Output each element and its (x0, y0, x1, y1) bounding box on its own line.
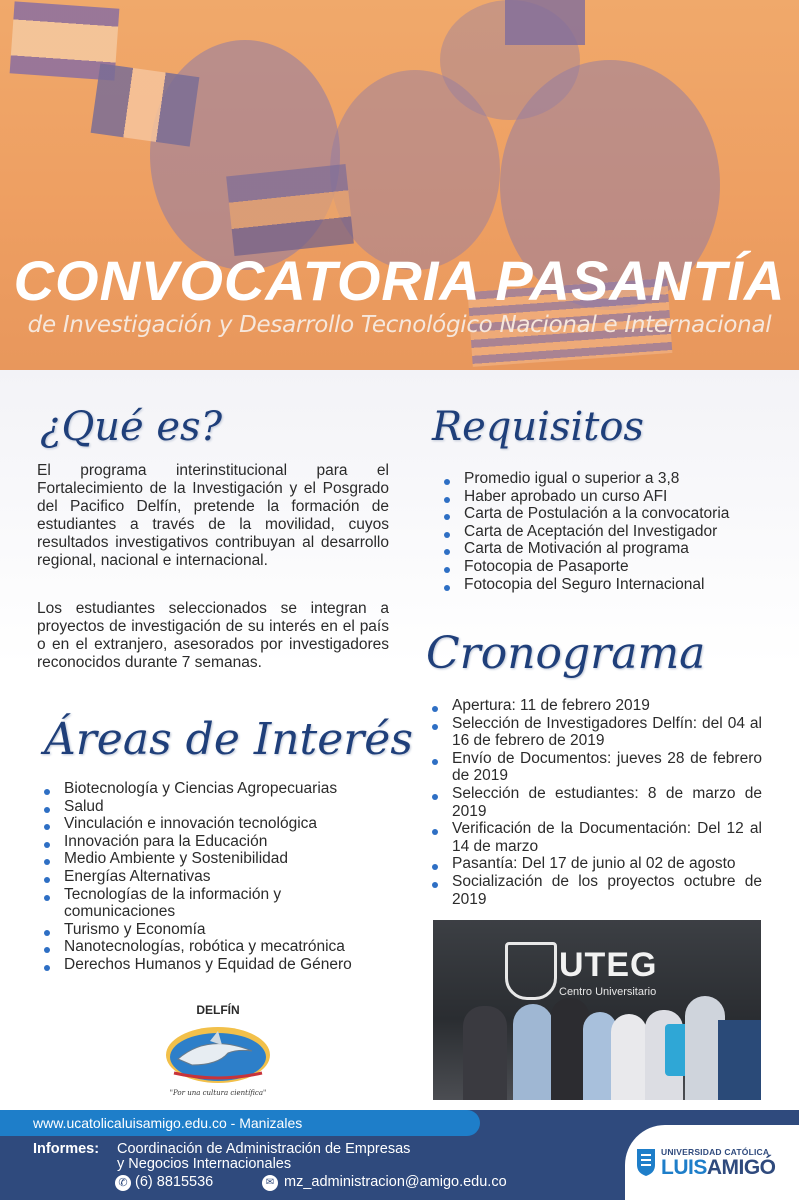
list-item: Verificación de la Documentación: Del 12 al 14 de marzo (426, 820, 762, 855)
delfin-logo-motto: "Por una cultura científica" (169, 1089, 267, 1097)
website-bar (0, 1110, 480, 1136)
list-item: Derechos Humanos y Equidad de Género (38, 956, 378, 974)
university-name (661, 1156, 776, 1180)
list-item: Fotocopia del Seguro Internacional (438, 576, 778, 594)
list-item: Innovación para la Educación (38, 833, 378, 851)
list-item: Haber aprobado un curso AFI (438, 488, 778, 506)
que-es-heading: ¿Qué es? (40, 404, 223, 450)
areas-heading: Áreas de Interés (44, 714, 413, 765)
phone-number[interactable]: (6) 8815536 (135, 1174, 214, 1190)
list-item: Apertura: 11 de febrero 2019 (426, 697, 762, 715)
group-photo (433, 920, 761, 1100)
list-item: Tecnologías de la información y comunicaciones (38, 886, 304, 921)
university-top-text: UNIVERSIDAD CATÓLICA (661, 1147, 770, 1157)
email-address[interactable]: mz_administracion@amigo.edu.co (284, 1174, 507, 1190)
list-item: Salud (38, 798, 378, 816)
list-item: Carta de Postulación a la convocatoria (438, 505, 778, 523)
display-cabinet (718, 1020, 761, 1100)
uteg-sign-subtitle: Centro Universitario (559, 986, 657, 998)
person-silhouette (611, 1014, 647, 1100)
list-item: Pasantía: Del 17 de junio al 02 de agosto (426, 855, 762, 873)
list-item: Turismo y Economía (38, 921, 378, 939)
que-es-paragraph-2: Los estudiantes seleccionados se integran a proyectos de investigación de su interés en el país o en el extranjero, asesorados por investigadores reconocidos durante 7 semanas. (37, 600, 389, 671)
person-silhouette (513, 1004, 553, 1100)
flag-icon (91, 63, 200, 146)
informes-line-2: y Negocios Internacionales (117, 1156, 292, 1172)
university-name-b: AMIGÓ (706, 1156, 776, 1179)
university-logo (625, 1125, 799, 1200)
university-shield-icon (635, 1147, 657, 1177)
hero-title: CONVOCATORIA PASANTÍA (13, 249, 786, 312)
list-item: Medio Ambiente y Sostenibilidad (38, 850, 378, 868)
list-item: Selección de estudiantes: 8 de marzo de 2019 (426, 785, 762, 820)
informes-label: Informes: (33, 1141, 100, 1157)
que-es-paragraph-1: El programa interinstitucional para el Fortalecimiento de la Investigación y el Posgrado del Pacifico Delfín, pretende la formación de estudiantes a través de la movilidad, cuyos resultados investigativos contribuyan al desarrollo regional, nacional e internacional. (37, 462, 389, 569)
list-item: Envío de Documentos: jueves 28 de febrero de 2019 (426, 750, 762, 785)
flag-icon (226, 164, 354, 256)
person-silhouette (463, 1006, 507, 1100)
hero-subtitle: de Investigación y Desarrollo Tecnológico Nacional e Internacional (27, 312, 772, 338)
list-item: Selección de Investigadores Delfín: del 04 al 16 de febrero de 2019 (426, 715, 762, 750)
list-item: Energías Alternativas (38, 868, 378, 886)
uk-flag-icon (505, 0, 585, 45)
email-icon: ✉ (262, 1175, 278, 1191)
requisitos-heading: Requisitos (432, 404, 644, 450)
cronograma-heading: Cronograma (426, 628, 706, 679)
list-item: Vinculación e innovación tecnológica (38, 815, 378, 833)
university-name-a: LUIS (661, 1156, 707, 1179)
list-item: Socialización de los proyectos octubre de 2019 (426, 873, 762, 908)
uteg-logo-icon (505, 942, 557, 1000)
list-item: Fotocopia de Pasaporte (438, 558, 778, 576)
list-item: Promedio igual o superior a 3,8 (438, 470, 778, 488)
phone-icon: ✆ (115, 1175, 131, 1191)
list-item: Carta de Aceptación del Investigador (438, 523, 778, 541)
delfin-logo (148, 1003, 288, 1101)
informes-line-1: Coordinación de Administración de Empresas (117, 1141, 411, 1157)
areas-list (38, 780, 378, 974)
hero-banner (0, 0, 799, 370)
list-item: Carta de Motivación al programa (438, 540, 778, 558)
delfin-logo-name: DELFÍN (196, 1003, 240, 1017)
list-item: Biotecnología y Ciencias Agropecuarias (38, 780, 378, 798)
uteg-sign: UTEG (559, 946, 658, 984)
list-item: Nanotecnologías, robótica y mecatrónica (38, 938, 378, 956)
requisitos-list (438, 470, 778, 593)
cronograma-list (426, 697, 762, 908)
website-link[interactable]: www.ucatolicaluisamigo.edu.co - Manizales (33, 1115, 303, 1131)
dolphin-icon (148, 1019, 288, 1089)
